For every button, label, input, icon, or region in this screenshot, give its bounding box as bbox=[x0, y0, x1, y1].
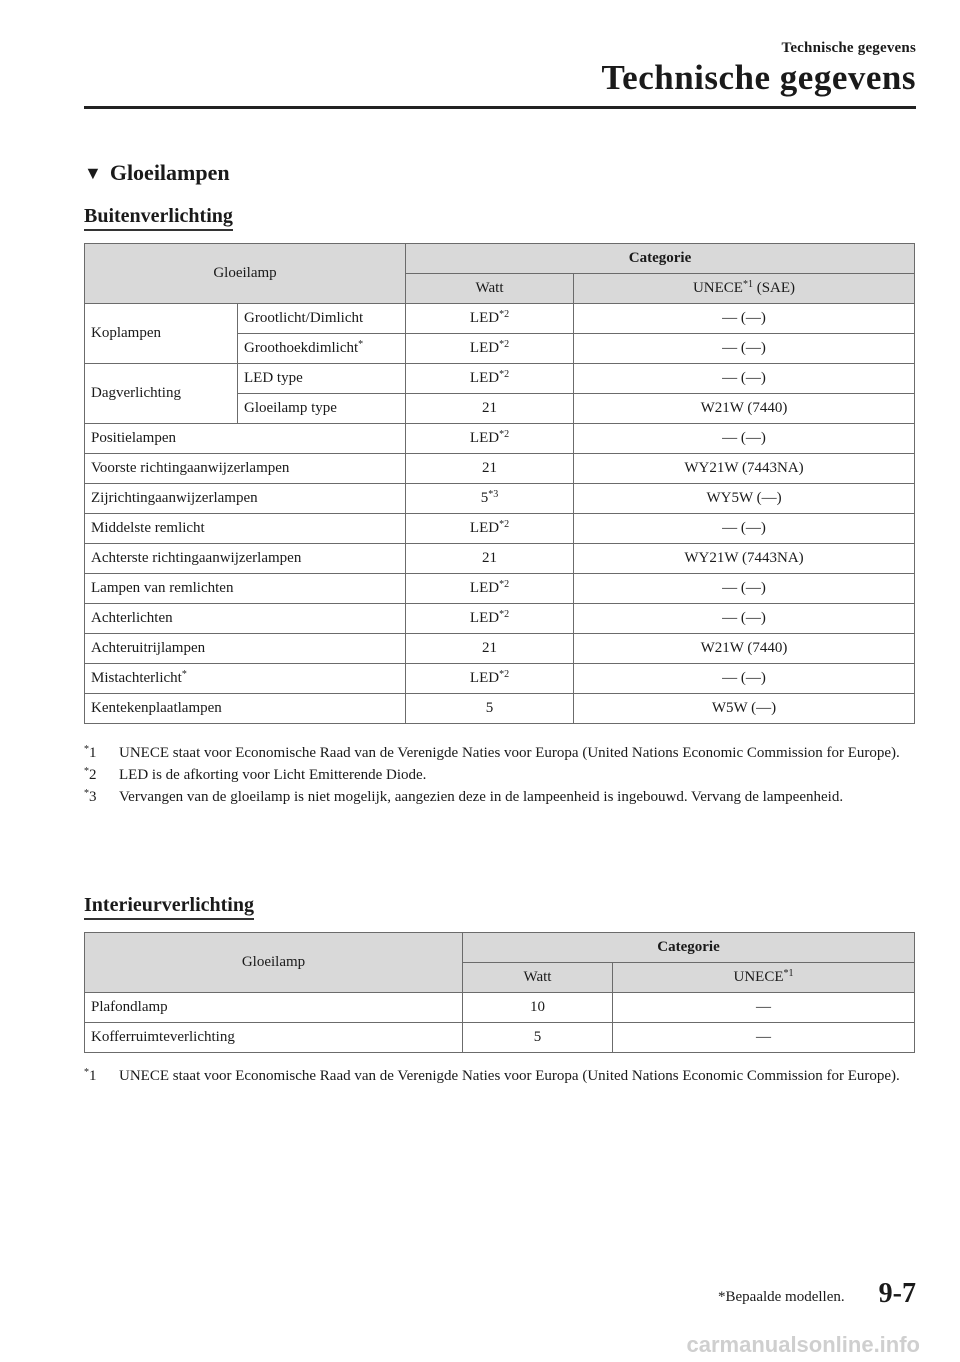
interior-table bbox=[84, 932, 915, 1053]
footnote-ref: *2 bbox=[499, 579, 510, 590]
table-row bbox=[85, 364, 915, 394]
row-name: Gloeilamp type bbox=[238, 394, 406, 424]
row-code: — bbox=[613, 993, 915, 1023]
watt-text: 5 bbox=[480, 490, 489, 506]
row-name: Achterste richtingaanwijzerlampen bbox=[85, 544, 406, 574]
row-watt bbox=[406, 334, 574, 364]
section-title bbox=[84, 160, 230, 186]
row-name: Voorste richtingaanwijzerlampen bbox=[85, 454, 406, 484]
row-watt: 21 bbox=[406, 394, 574, 424]
footnote bbox=[84, 1065, 914, 1087]
header-category: Categorie bbox=[463, 933, 915, 963]
watt-text: LED bbox=[469, 310, 500, 326]
footnote-ref: *2 bbox=[499, 309, 510, 320]
row-name: Kofferruimteverlichting bbox=[85, 1023, 463, 1053]
table-row bbox=[85, 514, 915, 544]
footnote-ref: * bbox=[358, 339, 364, 350]
header-category: Categorie bbox=[406, 244, 915, 274]
row-code: — (—) bbox=[574, 574, 915, 604]
table-row bbox=[85, 454, 915, 484]
exterior-title: Buitenverlichting bbox=[84, 205, 233, 231]
footnote-number bbox=[84, 786, 119, 808]
models-note: *Bepaalde modellen. bbox=[718, 1289, 845, 1305]
row-code: WY5W (—) bbox=[574, 484, 915, 514]
header-unece bbox=[613, 963, 915, 993]
interior-title: Interieurverlichting bbox=[84, 894, 254, 920]
row-code: — (—) bbox=[574, 304, 915, 334]
watt-text: LED bbox=[469, 430, 500, 446]
footnote-text: UNECE staat voor Economische Raad van de Verenigde Naties voor Europa (United Nations Economic Commission for Europe). bbox=[119, 1068, 900, 1084]
row-name: Zijrichtingaanwijzerlampen bbox=[85, 484, 406, 514]
row-name: Positielampen bbox=[85, 424, 406, 454]
row-watt bbox=[406, 364, 574, 394]
row-name: Plafondlamp bbox=[85, 993, 463, 1023]
table-row bbox=[85, 634, 915, 664]
row-code: — bbox=[613, 1023, 915, 1053]
footnote-num: 1 bbox=[89, 1068, 97, 1084]
row-code: — (—) bbox=[574, 664, 915, 694]
exterior-footnotes bbox=[84, 742, 914, 808]
footnote-text: LED is de afkorting voor Licht Emitterende Diode. bbox=[119, 767, 427, 783]
watt-text: LED bbox=[469, 520, 500, 536]
footnote-ref: *2 bbox=[499, 339, 510, 350]
row-watt bbox=[406, 484, 574, 514]
table-row bbox=[85, 1023, 915, 1053]
row-name: Kentekenplaatlampen bbox=[85, 694, 406, 724]
table-row bbox=[85, 424, 915, 454]
row-code: WY21W (7443NA) bbox=[574, 454, 915, 484]
footnote-number bbox=[84, 742, 119, 764]
footnote-ref: * bbox=[181, 669, 187, 680]
header-unece-text: UNECE bbox=[733, 969, 784, 985]
table-row bbox=[85, 304, 915, 334]
table-row bbox=[85, 544, 915, 574]
row-code: W21W (7440) bbox=[574, 394, 915, 424]
row-name: Achterlichten bbox=[85, 604, 406, 634]
footnote bbox=[84, 764, 914, 786]
header-watt: Watt bbox=[406, 274, 574, 304]
footnote-number bbox=[84, 1065, 119, 1087]
section-title-text: Gloeilampen bbox=[109, 160, 230, 185]
footnote-num: 1 bbox=[89, 745, 97, 761]
row-group: Koplampen bbox=[85, 304, 238, 364]
watt-text: LED bbox=[469, 670, 500, 686]
footnote-ref: *3 bbox=[488, 489, 499, 500]
footnote-number bbox=[84, 764, 119, 786]
row-code: W5W (—) bbox=[574, 694, 915, 724]
footnote-ref: *2 bbox=[499, 669, 510, 680]
footnote-ref: *2 bbox=[499, 519, 510, 530]
footnote-mark: * bbox=[84, 766, 89, 777]
row-name: LED type bbox=[238, 364, 406, 394]
footnote bbox=[84, 786, 914, 808]
name-text: Mistachterlicht bbox=[91, 670, 182, 686]
row-name: Grootlicht/Dimlicht bbox=[238, 304, 406, 334]
row-name: Achteruitrijlampen bbox=[85, 634, 406, 664]
watt-text: LED bbox=[469, 610, 500, 626]
row-watt bbox=[406, 514, 574, 544]
footnote-text: Vervangen van de gloeilamp is niet mogelijk, aangezien deze in de lampeenheid is ingebouwd. Vervang de lampeenheid. bbox=[119, 789, 844, 805]
row-code: — (—) bbox=[574, 424, 915, 454]
footnote-num: 3 bbox=[89, 789, 97, 805]
page-number: 9-7 bbox=[878, 1278, 916, 1309]
row-watt: 21 bbox=[406, 454, 574, 484]
row-watt bbox=[406, 574, 574, 604]
row-watt: 5 bbox=[406, 694, 574, 724]
running-header: Technische gegevens bbox=[781, 40, 916, 56]
header-unece bbox=[574, 274, 915, 304]
footnote bbox=[84, 742, 914, 764]
footnote-mark: * bbox=[84, 788, 89, 799]
header-rule bbox=[84, 106, 916, 109]
footnote-text: UNECE staat voor Economische Raad van de Verenigde Naties voor Europa (United Nations Economic Commission for Europe). bbox=[119, 745, 900, 761]
watermark: carmanualsonline.info bbox=[686, 1332, 920, 1357]
row-watt: 21 bbox=[406, 544, 574, 574]
row-name bbox=[85, 664, 406, 694]
footnote-ref: *2 bbox=[499, 369, 510, 380]
interior-footnotes bbox=[84, 1065, 914, 1087]
row-name: Middelste remlicht bbox=[85, 514, 406, 544]
table-row bbox=[85, 993, 915, 1023]
watt-text: LED bbox=[469, 340, 500, 356]
header-watt: Watt bbox=[463, 963, 613, 993]
table-row bbox=[85, 604, 915, 634]
header-unece-text: UNECE bbox=[692, 280, 743, 296]
header-bulb: Gloeilamp bbox=[85, 244, 406, 304]
table-row bbox=[85, 694, 915, 724]
triangle-down-icon: ▼ bbox=[84, 163, 102, 183]
footnote-num: 2 bbox=[89, 767, 97, 783]
row-watt: 10 bbox=[463, 993, 613, 1023]
table-row bbox=[85, 664, 915, 694]
row-watt bbox=[406, 604, 574, 634]
row-code: — (—) bbox=[574, 604, 915, 634]
footnote-ref: *1 bbox=[783, 968, 794, 979]
row-watt bbox=[406, 304, 574, 334]
watt-text: LED bbox=[469, 370, 500, 386]
row-watt: 21 bbox=[406, 634, 574, 664]
row-watt bbox=[406, 424, 574, 454]
table-row bbox=[85, 484, 915, 514]
footnote-mark: * bbox=[84, 744, 89, 755]
row-watt: 5 bbox=[463, 1023, 613, 1053]
row-name: Lampen van remlichten bbox=[85, 574, 406, 604]
exterior-table bbox=[84, 243, 915, 724]
row-watt bbox=[406, 664, 574, 694]
footnote-mark: * bbox=[84, 1067, 89, 1078]
row-name bbox=[238, 334, 406, 364]
header-bulb: Gloeilamp bbox=[85, 933, 463, 993]
row-code: — (—) bbox=[574, 334, 915, 364]
row-code: — (—) bbox=[574, 364, 915, 394]
watt-text: LED bbox=[469, 580, 500, 596]
footnote-ref: *1 bbox=[742, 279, 753, 290]
table-row bbox=[85, 574, 915, 604]
row-code: WY21W (7443NA) bbox=[574, 544, 915, 574]
row-group: Dagverlichting bbox=[85, 364, 238, 424]
chapter-title: Technische gegevens bbox=[601, 58, 916, 97]
row-code: — (—) bbox=[574, 514, 915, 544]
header-sae-text: (SAE) bbox=[752, 280, 796, 296]
row-code: W21W (7440) bbox=[574, 634, 915, 664]
name-text: Groothoekdimlicht bbox=[244, 340, 359, 356]
footnote-ref: *2 bbox=[499, 609, 510, 620]
footnote-ref: *2 bbox=[499, 429, 510, 440]
